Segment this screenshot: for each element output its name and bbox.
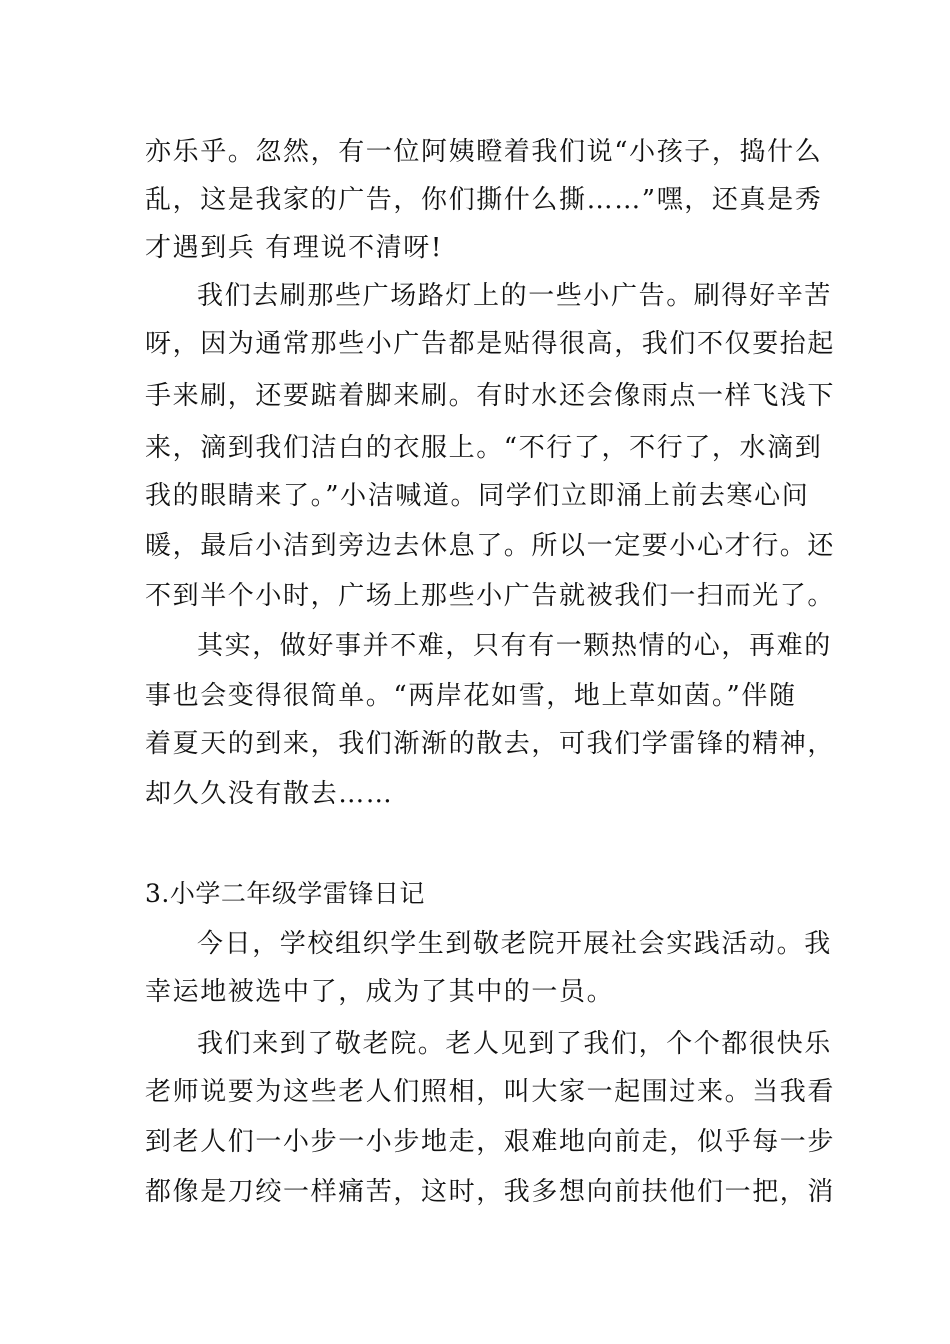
text-line: 着夏天的到来，我们渐渐的散去，可我们学雷锋的精神， xyxy=(145,729,836,759)
text-line: 我的眼睛来了。”小洁喊道。同学们立即涌上前去寒心问 xyxy=(145,481,810,511)
text-line: 今日，学校组织学生到敬老院开展社会实践活动。我 xyxy=(197,929,832,959)
text-line: 其实，做好事并不难，只有有一颗热情的心，再难的 xyxy=(197,631,832,661)
text-line: 都像是刀绞一样痛苦，这时，我多想向前扶他们一把，消 xyxy=(145,1177,836,1207)
text-line: 幸运地被选中了，成为了其中的一员。 xyxy=(145,977,615,1007)
text-line: 不到半个小时，广场上那些小广告就被我们一扫而光了。 xyxy=(145,581,836,611)
text-line: 手来刷，还要踮着脚来刷。有时水还会像雨点一样飞浅下 xyxy=(145,381,836,411)
text-line: 才遇到兵 有理说不清呀! xyxy=(145,233,443,263)
section-heading: 3.小学二年级学雷锋日记 xyxy=(145,879,425,908)
text-line: 乱，这是我家的广告，你们撕什么撕……”嘿，还真是秀 xyxy=(145,185,823,215)
text-line: 来，滴到我们洁白的衣服上。“不行了，不行了，水滴到 xyxy=(145,433,823,463)
text-line: 呀，因为通常那些小广告都是贴得很高，我们不仅要抬起 xyxy=(145,329,836,359)
text-line: 暖，最后小洁到旁边去休息了。所以一定要小心才行。还 xyxy=(145,531,836,561)
text-line: 到老人们一小步一小步地走，艰难地向前走，似乎每一步 xyxy=(145,1127,836,1157)
text-line: 老师说要为这些老人们照相，叫大家一起围过来。当我看 xyxy=(145,1077,836,1107)
text-line: 我们去刷那些广场路灯上的一些小广告。刷得好辛苦 xyxy=(197,281,832,311)
text-line: 我们来到了敬老院。老人见到了我们，个个都很快乐 xyxy=(197,1029,832,1059)
text-line: 事也会变得很简单。“两岸花如雪，地上草如茵。”伴随 xyxy=(145,681,797,711)
text-line: 却久久没有散去…… xyxy=(145,779,394,809)
text-line: 亦乐乎。忽然，有一位阿姨瞪着我们说“小孩子，捣什么 xyxy=(145,137,823,167)
